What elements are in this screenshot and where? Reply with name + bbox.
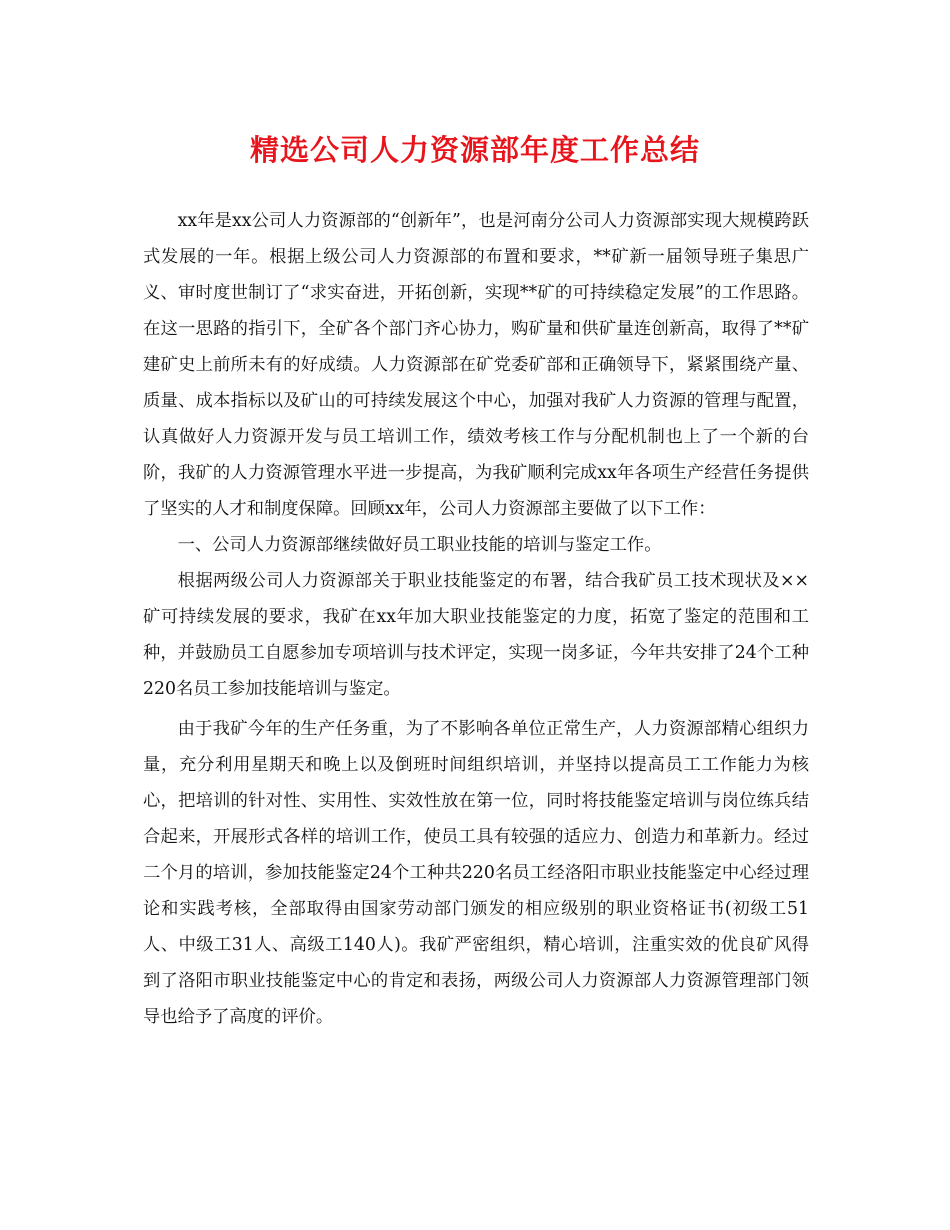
paragraph-training: 由于我矿今年的生产任务重，为了不影响各单位正常生产，人力资源部精心组织力量，充分利用星期天和晚上以及倒班时间组织培训，并坚持以提高员工工作能力为核心，把培训的针对性、实用性、实效性放在第一位，同时将技能鉴定培训与岗位练兵结合起来，开展形式各样的培训工作，使员工具有较强的适应力、创造力和革新力。经过二个月的培训，参加技能鉴定24个工种共220名员工经洛阳市职业技能鉴定中心经过理论和实践考核，全部取得由国家劳动部门颁发的相应级别的职业资格证书(初级工51人、中级工31人、高级工140人)。我矿严密组织，精心培训，注重实效的优良矿风得到了洛阳市职业技能鉴定中心的肯定和表扬，两级公司人力资源部人力资源管理部门领导也给予了高度的评价。 <box>143 719 809 1027</box>
paragraph-skill-appraisal: 根据两级公司人力资源部关于职业技能鉴定的布署，结合我矿员工技术现状及××矿可持续发展的要求，我矿在xx年加大职业技能鉴定的力度，拓宽了鉴定的范围和工种，并鼓励员工自愿参加专项培训与技术评定，实现一岗多证，今年共安排了24个工种220名员工参加技能培训与鉴定。 <box>143 571 809 699</box>
paragraph-intro: xx年是xx公司人力资源部的“创新年”，也是河南分公司人力资源部实现大规模跨跃式发展的一年。根据上级公司人力资源部的布置和要求，**矿新一届领导班子集思广义、审时度世制订了“求实奋进，开拓创新，实现**矿的可持续稳定发展”的工作思路。在这一思路的指引下，全矿各个部门齐心协力，购矿量和供矿量连创新高，取得了**矿建矿史上前所未有的好成绩。人力资源部在矿党委矿部和正确领导下，紧紧围绕产量、质量、成本指标以及矿山的可持续发展这个中心，加强对我矿人力资源的管理与配置，认真做好人力资源开发与员工培训工作，绩效考核工作与分配机制也上了一个新的台阶，我矿的人力资源管理水平进一步提高，为我矿顺利完成xx年各项生产经营任务提供了坚实的人才和制度保障。回顾xx年，公司人力资源部主要做了以下工作： <box>143 211 809 519</box>
paragraph-section-heading: 一、公司人力资源部继续做好员工职业技能的培训与鉴定工作。 <box>177 535 662 555</box>
document-title: 精选公司人力资源部年度工作总结 <box>249 133 700 167</box>
document-body <box>143 203 809 1035</box>
